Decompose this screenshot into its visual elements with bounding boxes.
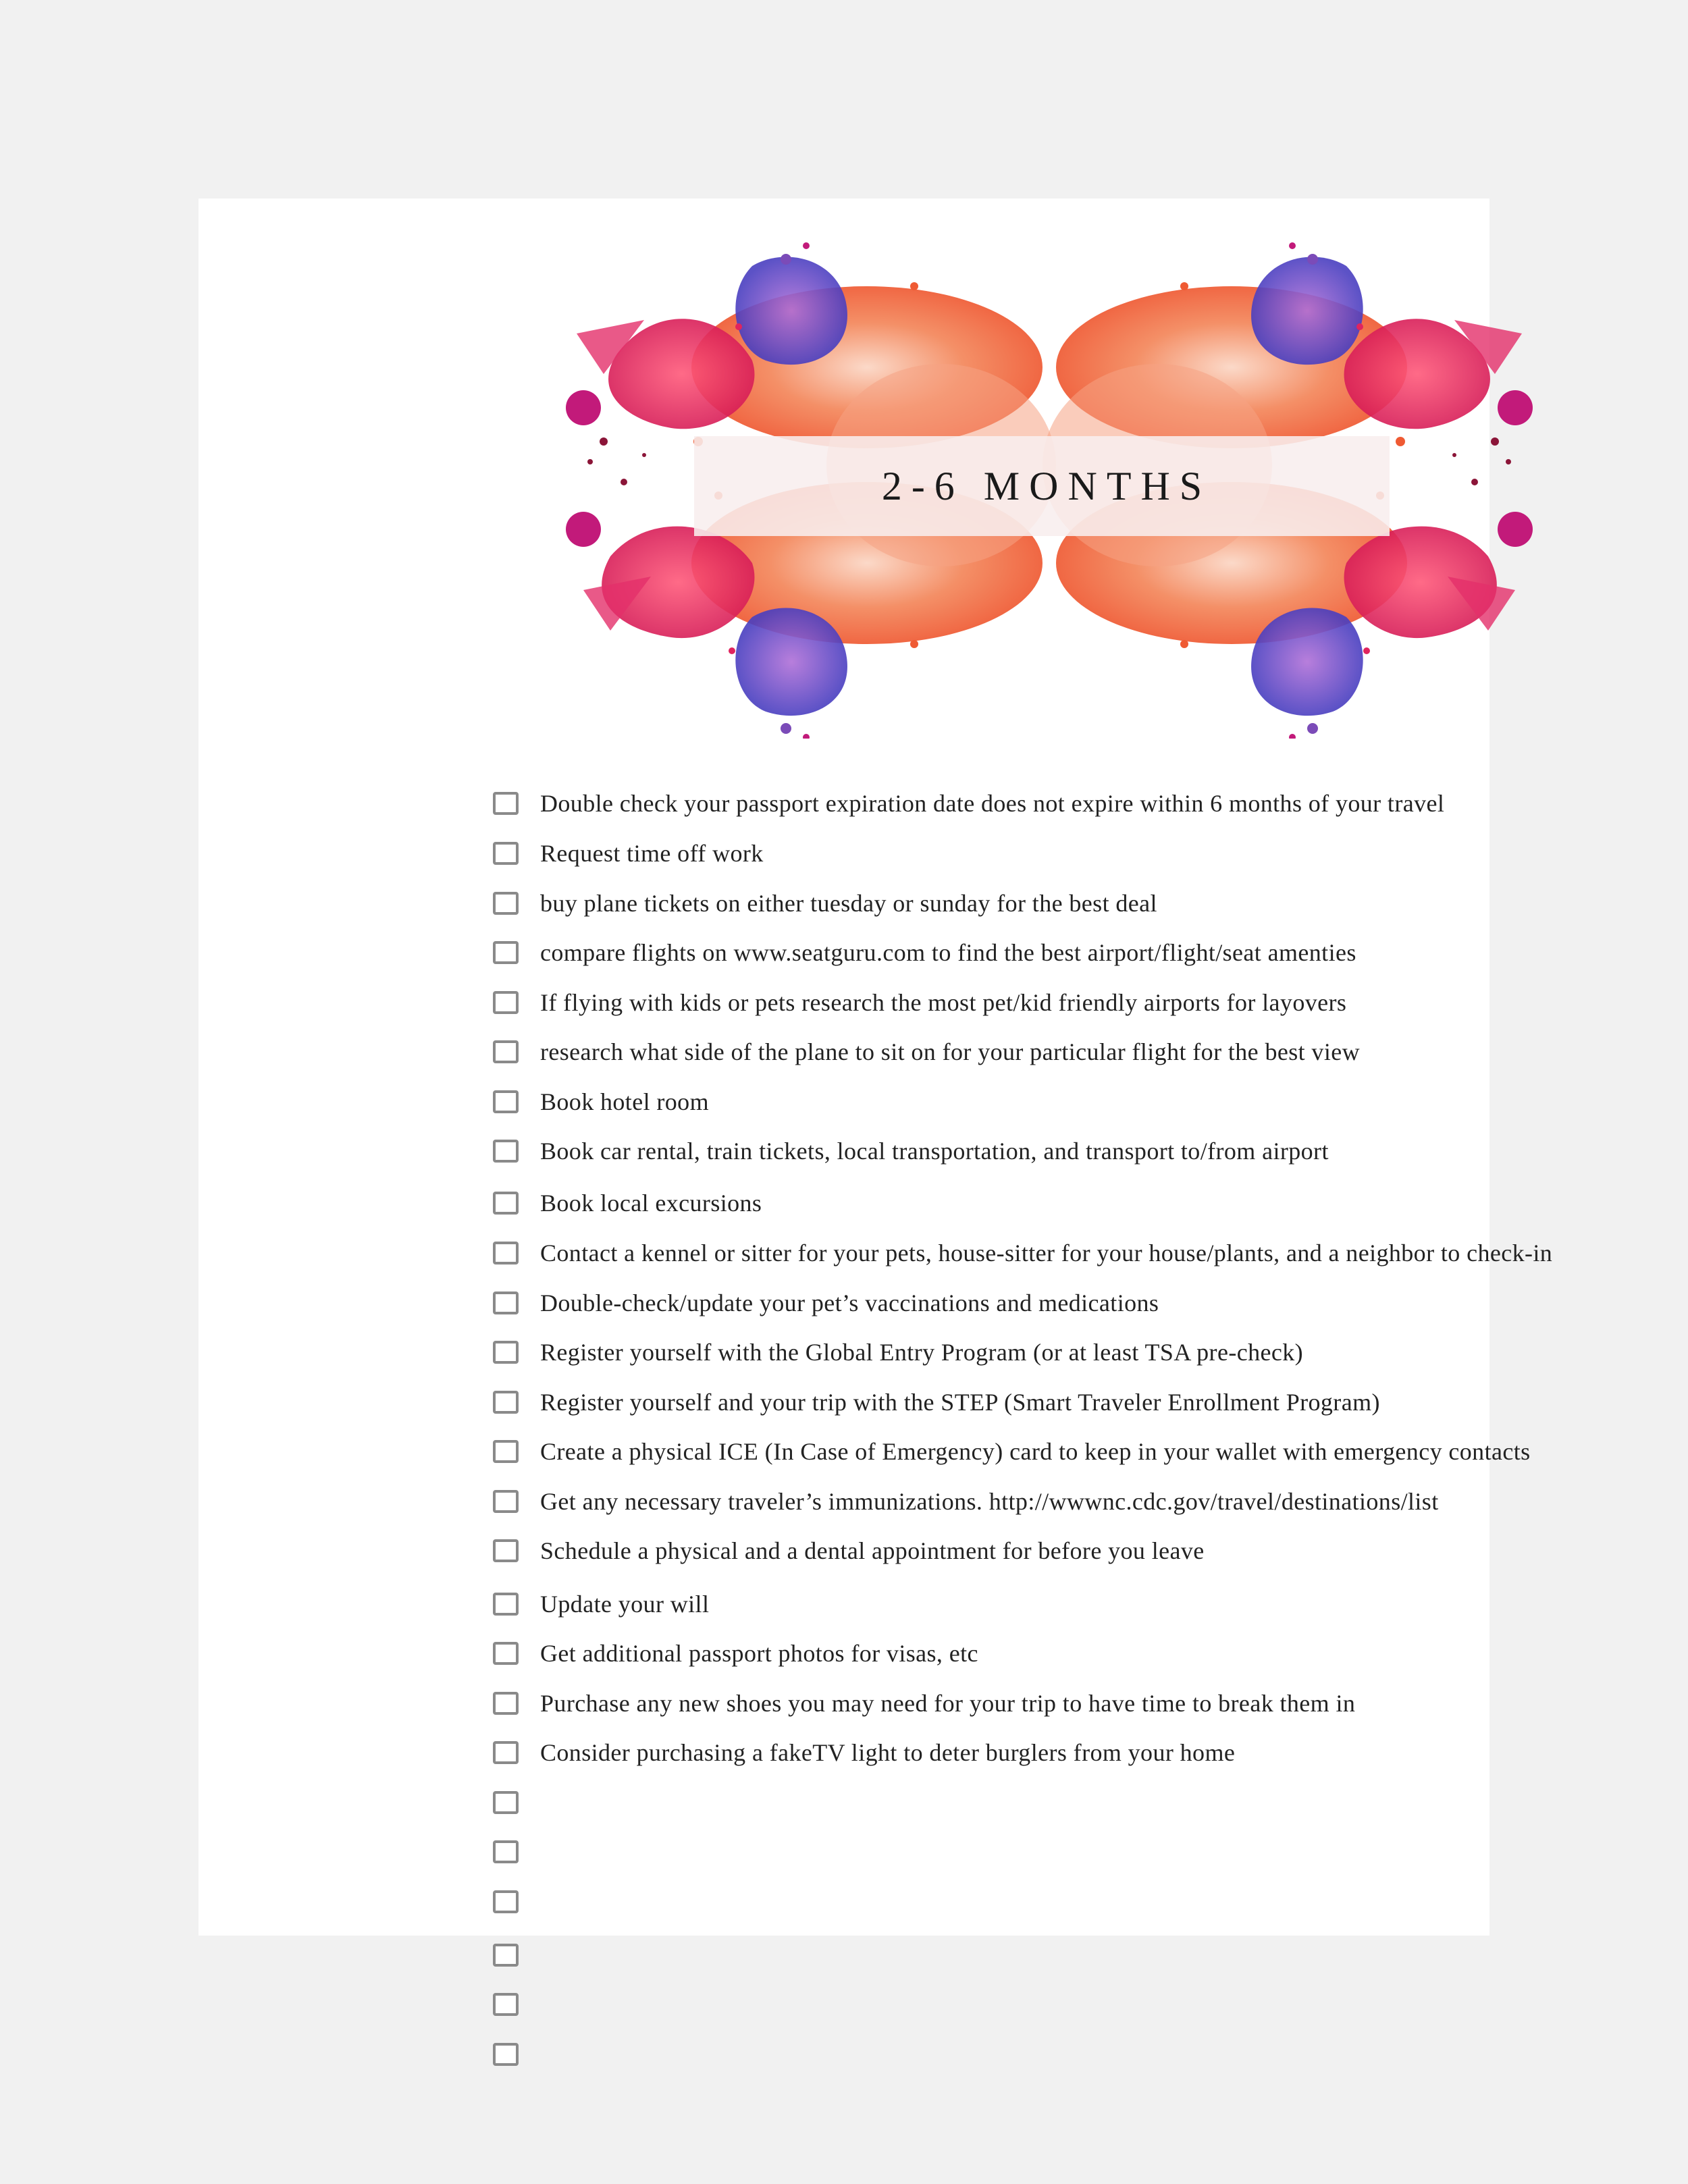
checkbox[interactable] bbox=[493, 1741, 519, 1764]
checklist-page bbox=[199, 198, 1553, 1936]
checklist-item bbox=[493, 932, 1356, 973]
checkbox[interactable] bbox=[493, 991, 519, 1014]
checklist-item-label: Book local excursions bbox=[540, 1190, 762, 1217]
checkbox[interactable] bbox=[493, 1890, 519, 1913]
checkbox[interactable] bbox=[493, 1040, 519, 1063]
checkbox[interactable] bbox=[493, 1391, 519, 1414]
checkbox[interactable] bbox=[493, 1490, 519, 1513]
checklist-item bbox=[493, 1584, 709, 1624]
checklist-item-label: Consider purchasing a fakeTV light to deter burglers from your home bbox=[540, 1739, 1236, 1766]
checkbox[interactable] bbox=[493, 1440, 519, 1463]
checklist-item bbox=[493, 1183, 762, 1223]
checklist-item bbox=[493, 1332, 1303, 1373]
checklist-item-label: Double-check/update your pet’s vaccinations and medications bbox=[540, 1289, 1159, 1316]
checklist-item bbox=[493, 1131, 1329, 1171]
checkbox[interactable] bbox=[493, 1692, 519, 1715]
checklist-item-blank bbox=[493, 2034, 540, 2075]
checklist-item-label: Update your will bbox=[540, 1591, 710, 1618]
checklist-item bbox=[493, 883, 1157, 924]
checklist-item-label: buy plane tickets on either tuesday or sunday for the best deal bbox=[540, 890, 1157, 917]
checklist-item-label: Get any necessary traveler’s immunizations. http://wwwnc.cdc.gov/travel/destinations/list bbox=[540, 1488, 1439, 1515]
checkbox[interactable] bbox=[493, 1840, 519, 1863]
checkbox[interactable] bbox=[493, 842, 519, 865]
checklist-item-label: Double check your passport expiration date does not expire within 6 months of your travel bbox=[540, 790, 1445, 817]
checkbox[interactable] bbox=[493, 941, 519, 964]
checklist-item-blank bbox=[493, 1782, 540, 1823]
checkbox[interactable] bbox=[493, 1242, 519, 1264]
checklist-item bbox=[493, 1283, 1159, 1323]
checklist-item-blank bbox=[493, 1882, 540, 1922]
checkbox[interactable] bbox=[493, 1993, 519, 2016]
checklist-item-label: Register yourself with the Global Entry Program (or at least TSA pre-check) bbox=[540, 1339, 1304, 1366]
checkbox[interactable] bbox=[493, 1642, 519, 1665]
title-banner bbox=[694, 436, 1390, 536]
checklist-item bbox=[493, 1732, 1235, 1773]
checklist-item-blank bbox=[493, 1984, 540, 2025]
checklist-item-blank bbox=[493, 1935, 540, 1975]
checkbox[interactable] bbox=[493, 1944, 519, 1967]
checklist-item-label: Book hotel room bbox=[540, 1088, 709, 1115]
checkbox[interactable] bbox=[493, 1140, 519, 1163]
checkbox[interactable] bbox=[493, 2043, 519, 2066]
checkbox[interactable] bbox=[493, 1791, 519, 1814]
checklist-item-label: Register yourself and your trip with the STEP (Smart Traveler Enrollment Program) bbox=[540, 1389, 1380, 1416]
checklist-item bbox=[493, 1683, 1355, 1724]
checklist-item bbox=[493, 1382, 1380, 1422]
checklist-item-label: Schedule a physical and a dental appointment for before you leave bbox=[540, 1537, 1205, 1564]
checklist-item bbox=[493, 1481, 1439, 1522]
page-title: 2-6 MONTHS bbox=[881, 463, 1212, 508]
checkbox[interactable] bbox=[493, 1291, 519, 1314]
checklist-item-label: Contact a kennel or sitter for your pets, house-sitter for your house/plants, and a neighbor to check-in bbox=[540, 1240, 1553, 1267]
checklist-item-label: Get additional passport photos for visas, etc bbox=[540, 1640, 978, 1667]
checklist-item bbox=[493, 1633, 978, 1674]
checklist-item-label: Purchase any new shoes you may need for your trip to have time to break them in bbox=[540, 1690, 1356, 1717]
checkbox[interactable] bbox=[493, 1090, 519, 1113]
checklist-item-blank bbox=[493, 1832, 540, 1872]
checklist-item bbox=[493, 1530, 1205, 1571]
checklist-item bbox=[493, 982, 1346, 1023]
checklist-item bbox=[493, 1082, 709, 1122]
checkbox[interactable] bbox=[493, 792, 519, 815]
checkbox[interactable] bbox=[493, 1539, 519, 1562]
checkbox[interactable] bbox=[493, 1341, 519, 1364]
checkbox[interactable] bbox=[493, 892, 519, 915]
checkbox[interactable] bbox=[493, 1192, 519, 1215]
checklist-item bbox=[493, 1233, 1552, 1273]
checkbox[interactable] bbox=[493, 1593, 519, 1616]
checklist-item-label: compare flights on www.seatguru.com to find the best airport/flight/seat amenties bbox=[540, 939, 1356, 966]
checklist-item-label: research what side of the plane to sit on for your particular flight for the best view bbox=[540, 1038, 1361, 1065]
checklist-item-label: Book car rental, train tickets, local transportation, and transport to/from airport bbox=[540, 1138, 1329, 1165]
checklist-item bbox=[493, 1431, 1531, 1472]
checklist-item-label: Create a physical ICE (In Case of Emergency) card to keep in your wallet with emergency contacts bbox=[540, 1438, 1531, 1465]
checklist-item-label: Request time off work bbox=[540, 840, 764, 867]
checklist-item bbox=[493, 783, 1444, 824]
checklist-item bbox=[493, 1032, 1360, 1072]
checklist-item bbox=[493, 833, 764, 874]
checklist-item-label: If flying with kids or pets research the most pet/kid friendly airports for layovers bbox=[540, 989, 1347, 1016]
